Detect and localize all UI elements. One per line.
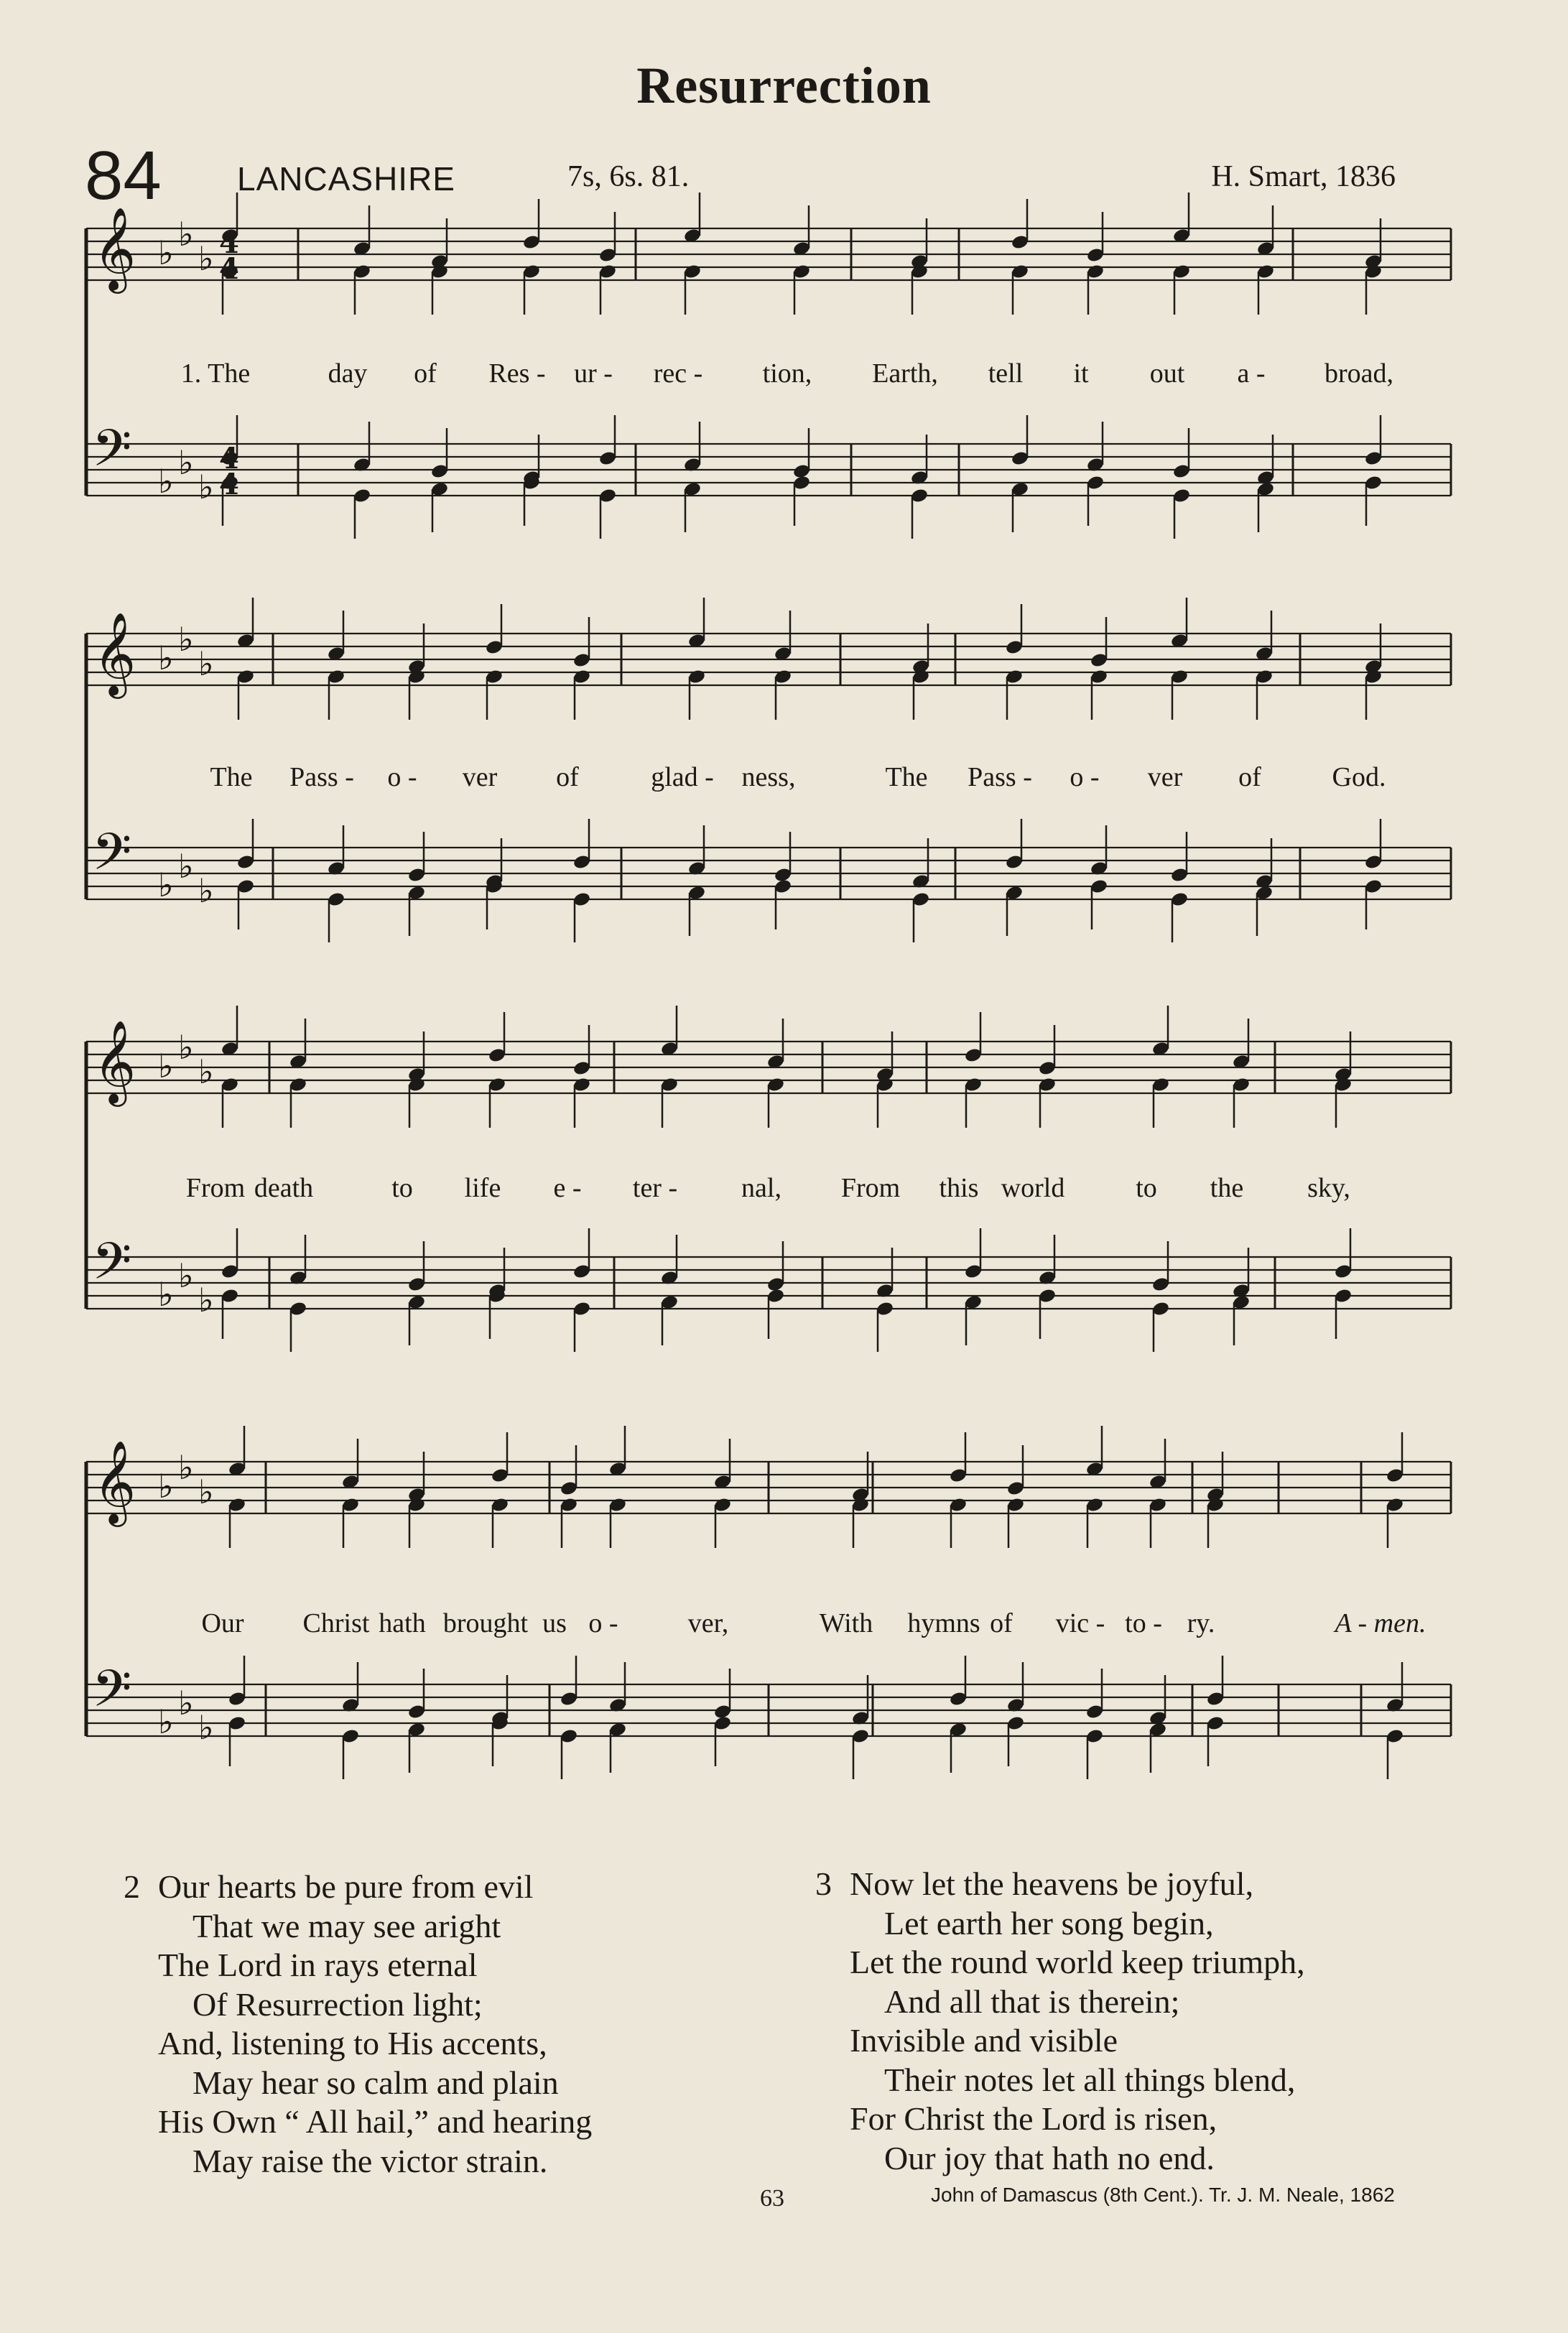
time-signature-top: 4 — [219, 226, 239, 260]
lyric-syllable: sky, — [1307, 1173, 1350, 1203]
flat-icon: ♭ — [158, 639, 174, 677]
lyric-syllable: e - — [553, 1173, 582, 1203]
flat-icon: ♭ — [198, 1708, 214, 1747]
verse-line: Our joy that hath no end. — [884, 2139, 1215, 2176]
verse-line: Let the round world keep triumph, — [850, 1944, 1305, 1980]
flat-icon: ♭ — [198, 239, 214, 278]
verse-line: The Lord in rays eternal — [158, 1947, 478, 1983]
flat-icon: ♭ — [158, 462, 174, 501]
lyric-syllable: world — [1001, 1173, 1065, 1203]
verse-line: 2 Our hearts be pure from evil — [124, 1868, 592, 1907]
flat-icon: ♭ — [178, 847, 194, 886]
lyric-syllable: hath — [379, 1608, 426, 1638]
verse-number: 2 — [124, 1868, 140, 1905]
lyrics-system-2 — [0, 761, 1568, 797]
lyric-syllable: the — [1210, 1173, 1244, 1203]
time-signature-top: 4 — [219, 442, 239, 476]
lyric-syllable: day — [328, 358, 368, 389]
lyric-syllable: o - — [588, 1608, 618, 1638]
lyric-syllable: The — [885, 762, 928, 792]
verse-line: That we may see aright — [192, 1907, 501, 1944]
flat-icon: ♭ — [158, 1047, 174, 1085]
lyric-syllable: God. — [1332, 762, 1386, 792]
lyric-syllable: ver, — [687, 1608, 729, 1638]
lyric-syllable: brought — [442, 1608, 529, 1638]
verse-line: And, listening to His accents, — [158, 2025, 547, 2061]
hymn-number: 84 — [85, 137, 162, 214]
time-signature-bottom: 4 — [219, 252, 239, 286]
lyric-syllable: The — [210, 762, 253, 792]
lyric-syllable: From — [185, 1173, 246, 1203]
lyric-syllable: broad, — [1324, 358, 1394, 389]
lyric-syllable: From — [840, 1173, 901, 1203]
lyrics-system-3 — [0, 1172, 1568, 1208]
lyric-syllable: to - — [1125, 1608, 1162, 1638]
verse-line: His Own “ All hail,” and hearing — [158, 2103, 593, 2140]
lyric-syllable: Pass - — [289, 762, 354, 792]
lyric-syllable: A - men. — [1335, 1608, 1426, 1638]
flat-icon: ♭ — [198, 871, 214, 910]
flat-icon: ♭ — [178, 443, 194, 482]
lyric-syllable: hymns — [907, 1608, 980, 1638]
verse-2 — [124, 1868, 592, 2181]
lyric-syllable: Christ — [302, 1608, 370, 1638]
treble-clef-icon: 𝄞 — [93, 1439, 136, 1523]
lyric-syllable: Pass - — [968, 762, 1032, 792]
lyric-syllable: to — [391, 1173, 413, 1203]
lyric-syllable: it — [1073, 358, 1089, 389]
lyrics-system-4 — [0, 1608, 1568, 1643]
hymn-title: Resurrection — [636, 57, 932, 114]
verse-number: 3 — [815, 1865, 832, 1902]
treble-clef-icon: 𝄞 — [93, 206, 136, 290]
lyric-syllable: ter - — [632, 1173, 678, 1203]
verse-line: And all that is therein; — [884, 1982, 1180, 2020]
flat-icon: ♭ — [158, 233, 174, 272]
lyric-syllable: death — [254, 1173, 314, 1203]
lyric-syllable: ur - — [574, 358, 613, 389]
verse-line: 3 Now let the heavens be joyful, — [815, 1865, 1305, 1904]
flat-icon: ♭ — [178, 215, 194, 254]
flat-icon: ♭ — [198, 1472, 214, 1511]
flat-icon: ♭ — [158, 866, 174, 904]
flat-icon: ♭ — [178, 1448, 194, 1487]
verse-line: Invisible and visible — [850, 2022, 1118, 2059]
flat-icon: ♭ — [178, 1256, 194, 1295]
verse-line: Of Resurrection light; — [192, 1985, 483, 2023]
lyric-syllable: tell — [988, 358, 1024, 389]
composer: H. Smart, 1836 — [1211, 160, 1396, 193]
flat-icon: ♭ — [158, 1275, 174, 1314]
treble-clef-icon: 𝄞 — [93, 1019, 136, 1103]
lyric-syllable: ver — [462, 762, 498, 792]
flat-icon: ♭ — [198, 1281, 214, 1319]
bass-clef-icon: 𝄢 — [92, 822, 132, 894]
treble-clef-icon: 𝄞 — [93, 611, 136, 695]
lyric-syllable: glad - — [651, 762, 714, 792]
lyric-syllable: of — [414, 358, 437, 389]
lyric-syllable: life — [464, 1173, 501, 1203]
lyric-syllable: a - — [1237, 358, 1266, 389]
lyric-syllable: nal, — [741, 1173, 781, 1203]
lyric-syllable: Our — [201, 1608, 244, 1638]
verse-3 — [815, 1865, 1305, 2178]
flat-icon: ♭ — [178, 1684, 194, 1722]
flat-icon: ♭ — [198, 1052, 214, 1091]
verse-line: For Christ the Lord is risen, — [850, 2100, 1217, 2137]
lyric-syllable: vic - — [1055, 1608, 1105, 1638]
page-number: 63 — [760, 2185, 784, 2212]
flat-icon: ♭ — [178, 1028, 194, 1067]
lyric-syllable: us — [542, 1608, 567, 1638]
flat-icon: ♭ — [178, 620, 194, 659]
bass-clef-icon: 𝄢 — [92, 419, 132, 491]
attribution: John of Damascus (8th Cent.). Tr. J. M. Neale, 1862 — [931, 2184, 1395, 2206]
time-signature-bottom: 4 — [219, 468, 239, 501]
lyric-syllable: o - — [1070, 762, 1100, 792]
lyric-syllable: ver — [1147, 762, 1183, 792]
lyric-syllable: ness, — [741, 762, 796, 792]
lyric-syllable: to — [1136, 1173, 1157, 1203]
flat-icon: ♭ — [158, 1702, 174, 1741]
bass-clef-icon: 𝄢 — [92, 1659, 132, 1731]
flat-icon: ♭ — [198, 644, 214, 683]
lyric-syllable: Res - — [488, 358, 546, 389]
lyric-syllable: Earth, — [872, 358, 938, 389]
lyric-syllable: rec - — [653, 358, 703, 389]
lyric-syllable: of — [990, 1608, 1013, 1638]
lyric-syllable: of — [1238, 762, 1261, 792]
lyric-syllable: o - — [387, 762, 417, 792]
verse-line: May hear so calm and plain — [192, 2064, 559, 2101]
tune-name: LANCASHIRE — [237, 160, 455, 198]
verse-line: Their notes let all things blend, — [884, 2061, 1296, 2098]
lyric-syllable: this — [939, 1173, 979, 1203]
lyrics-system-1 — [0, 358, 1568, 394]
verse-line: Let earth her song begin, — [884, 1904, 1214, 1942]
lyric-syllable: 1. The — [180, 358, 251, 389]
lyric-syllable: ry. — [1187, 1608, 1215, 1638]
bass-clef-icon: 𝄢 — [92, 1232, 132, 1304]
lyric-syllable: out — [1149, 358, 1185, 389]
meter: 7s, 6s. 81. — [567, 160, 690, 193]
flat-icon: ♭ — [158, 1467, 174, 1506]
flat-icon: ♭ — [198, 468, 214, 506]
verse-line: May raise the victor strain. — [192, 2142, 548, 2179]
lyric-syllable: With — [819, 1608, 873, 1638]
lyric-syllable: of — [556, 762, 579, 792]
lyric-syllable: tion, — [762, 358, 812, 389]
